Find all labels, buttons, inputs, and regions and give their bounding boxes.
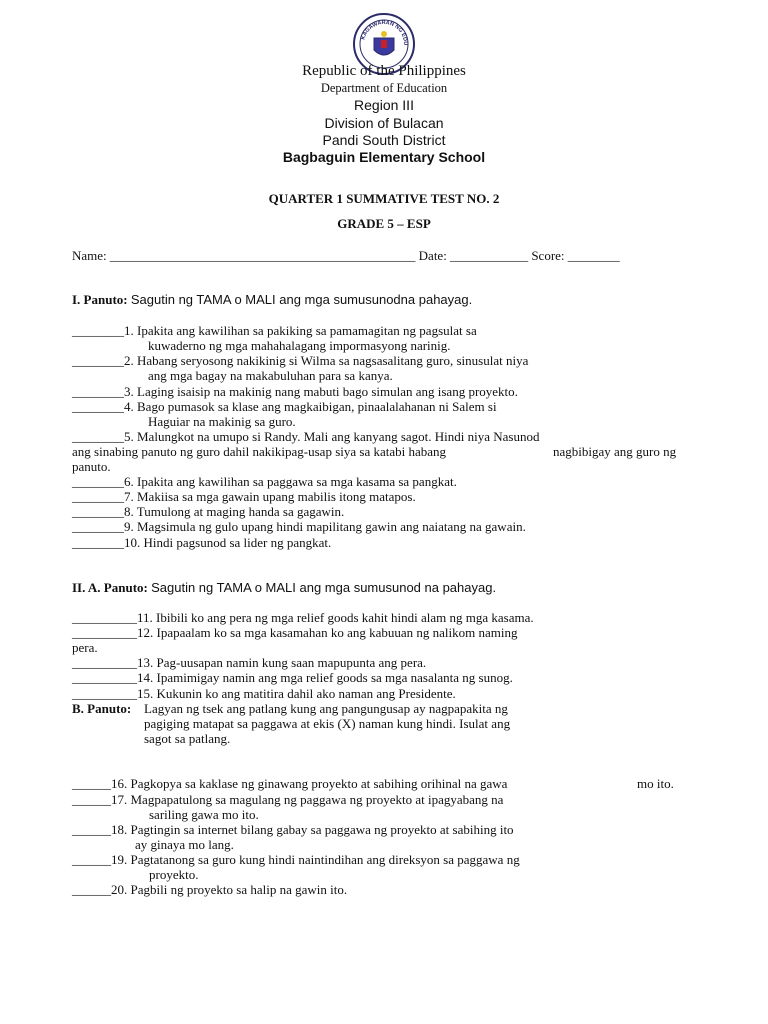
part1-item: ________5. Malungkot na umupo si Randy. Mali ang kanyang sagot. Hindi niya Nasunod xyxy=(72,429,540,444)
part2a-heading xyxy=(72,580,496,595)
header-republic: Republic of the Philippines xyxy=(302,63,466,79)
part1-item: ang sinabing panuto ng guro dahil nakikipag-usap siya sa katabi habang xyxy=(72,444,447,459)
part1-item: Haguiar na makinig sa guro. xyxy=(148,414,296,429)
header-school: Bagbaguin Elementary School xyxy=(282,149,486,165)
header-division: Division of Bulacan xyxy=(324,115,444,131)
header-district: Pandi South District xyxy=(322,132,446,148)
part2b-item: ______16. Pagkopya sa kaklase ng ginawang proyekto at sabihing orihinal na gawa xyxy=(72,776,508,791)
part1-item: nagbibigay ang guro ng xyxy=(553,444,677,459)
part2b-item: ______19. Pagtatanong sa guro kung hindi naintindihan ang direksyon sa paggawa ng xyxy=(72,852,520,867)
part1-item: ________9. Magsimula ng gulo upang hindi mapilitang gawin ang naiatang na gawain. xyxy=(72,519,526,534)
part2b-item: mo ito. xyxy=(637,776,674,791)
part2b-item: ______18. Pagtingin sa internet bilang gabay sa paggawa ng proyekto at sabihing ito xyxy=(72,822,514,837)
part2a-item: __________12. Ipapaalam ko sa mga kasamahan ko ang kabuuan ng nalikom naming xyxy=(72,625,518,640)
svg-text:KAGAWARAN NG EDUKASYON: KAGAWARAN NG EDU xyxy=(360,19,409,46)
name-field[interactable]: _______________________________________________ xyxy=(109,248,416,263)
part1-item: ________4. Bago pumasok sa klase ang magkaibigan, pinaalalahanan ni Salem si xyxy=(72,399,497,414)
part1-item: ________8. Tumulong at maging handa sa gagawin. xyxy=(72,504,345,519)
part2b-instruction: Lagyan ng tsek ang patlang kung ang pangungusap ay nagpapakita ng xyxy=(144,701,508,716)
part1-item: ________3. Laging isaisip na makinig nang mabuti bago simulan ang isang proyekto. xyxy=(72,384,518,399)
test-title: QUARTER 1 SUMMATIVE TEST NO. 2 xyxy=(268,191,500,206)
part1-item: ________7. Makiisa sa mga gawain upang mabilis itong matapos. xyxy=(72,489,416,504)
part2a-instruction: Sagutin ng TAMA o MALI ang mga sumusunod na pahayag. xyxy=(151,580,497,595)
part2b-instruction: sagot sa patlang. xyxy=(144,731,231,746)
part2b-label: B. Panuto: xyxy=(72,701,132,716)
date-field[interactable]: ____________ xyxy=(450,248,529,263)
part2a-item: pera. xyxy=(72,640,98,655)
score-label: Score: xyxy=(531,248,565,263)
part1-item: ________2. Habang seryosong nakikinig si Wilma sa nagsasalitang guro, sinusulat niya xyxy=(72,353,529,368)
part2a-item: __________15. Kukunin ko ang matitira dahil ako naman ang Presidente. xyxy=(72,686,456,701)
part2a-item: __________13. Pag-uusapan namin kung saan mapupunta ang pera. xyxy=(72,655,427,670)
header-department: Department of Education xyxy=(320,81,448,95)
part2a-item: __________11. Ibibili ko ang pera ng mga relief goods kahit hindi alam ng mga kasama. xyxy=(72,610,534,625)
part2a-item: __________14. Ipamimigay namin ang mga relief goods sa mga nasalanta ng sunog. xyxy=(72,670,513,685)
name-date-score-line xyxy=(72,248,620,263)
part1-heading xyxy=(72,292,472,307)
part1-item: ang mga bagay na makabuluhan para sa kanya. xyxy=(148,368,393,383)
part2b-item: ay ginaya mo lang. xyxy=(135,837,234,852)
part1-item: panuto. xyxy=(72,459,111,474)
part1-item: kuwaderno ng mga mahahalagang impormasyong narinig. xyxy=(148,338,451,353)
part2a-label: II. A. Panuto: xyxy=(72,580,148,595)
part1-instruction: Sagutin ng TAMA o MALI ang mga sumusunodna pahayag. xyxy=(130,292,473,307)
date-label: Date: xyxy=(418,248,447,263)
part1-item: ________10. Hindi pagsunod sa lider ng pangkat. xyxy=(72,535,332,550)
part2b-instruction: pagiging matapat sa paggawa at ekis (X) naman kung hindi. Isulat ang xyxy=(144,716,511,731)
name-label: Name: xyxy=(72,248,107,263)
part1-label: I. Panuto: xyxy=(72,292,128,307)
part1-item: ________6. Ipakita ang kawilihan sa paggawa sa mga kasama sa pangkat. xyxy=(72,474,457,489)
header-region: Region III xyxy=(354,97,414,113)
part2b-item: proyekto. xyxy=(149,867,199,882)
part2b-item: sariling gawa mo ito. xyxy=(149,807,259,822)
score-field[interactable]: ________ xyxy=(567,248,620,263)
part1-item: ________1. Ipakita ang kawilihan sa pakiking sa pamamagitan ng pagsulat sa xyxy=(72,323,477,338)
part2b-item: ______20. Pagbili ng proyekto sa halip na gawin ito. xyxy=(72,882,348,897)
part2b-item: ______17. Magpapatulong sa magulang ng paggawa ng proyekto at ipagyabang na xyxy=(72,792,504,807)
test-grade: GRADE 5 – ESP xyxy=(337,216,431,231)
